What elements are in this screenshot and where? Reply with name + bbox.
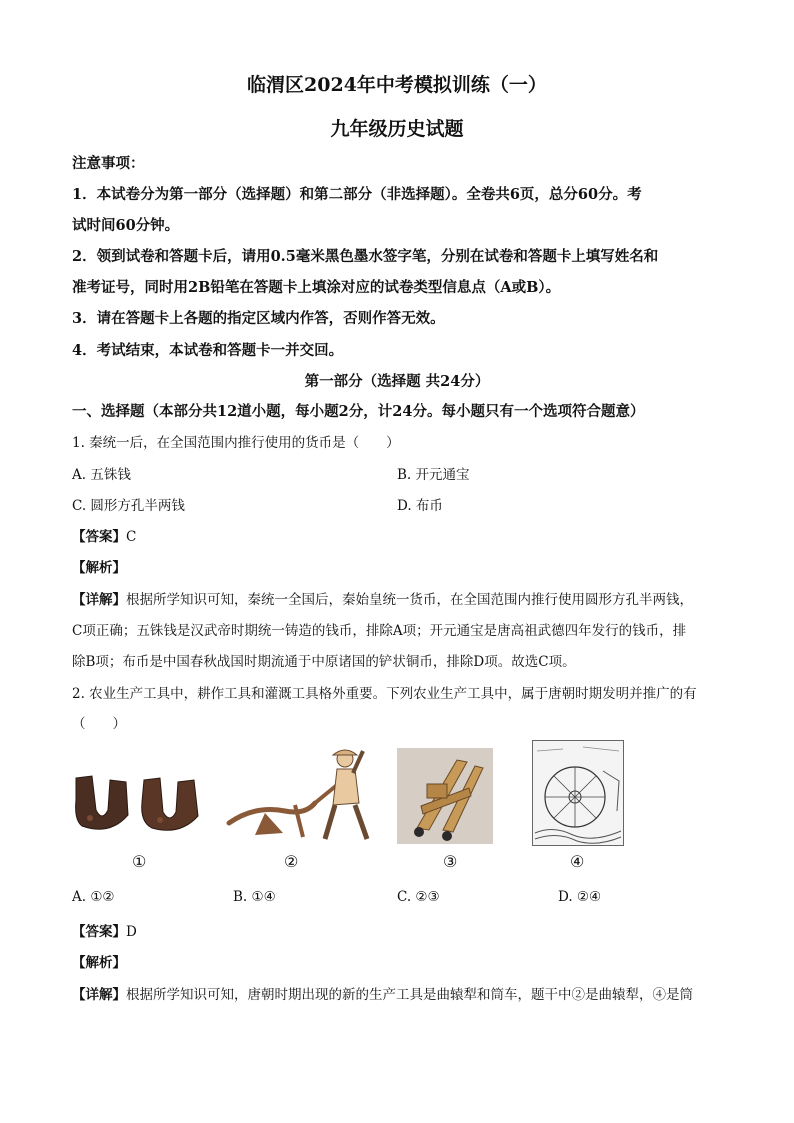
- detail-line: 除B项；布币是中国春秋战国时期流通于中原诸国的铲状铜币，排除D项。故选C项。: [72, 654, 576, 670]
- figure-label-4: ④: [570, 852, 585, 871]
- wooden-tool-model-image: [397, 748, 493, 844]
- section-heading: 一、选择题（本部分共12道小题，每小题2分，计24分。每小题只有一个选项符合题意）: [72, 403, 645, 420]
- answer-tag: 【答案】: [72, 529, 126, 545]
- detail-line: C项正确；五铢钱是汉武帝时期统一铸造的钱币，排除A项；开元通宝是唐高祖武德四年发行的钱币，排: [72, 623, 687, 639]
- option-c: C. ②③: [397, 889, 440, 905]
- detail-tag: 【详解】: [72, 987, 126, 1003]
- notes-line: 4．考试结束，本试卷和答题卡一并交回。: [72, 342, 344, 359]
- page-subtitle: 九年级历史试题: [330, 118, 464, 140]
- answer-tag: 【答案】: [72, 924, 126, 940]
- notes-line: 准考证号，同时用2B铅笔在答题卡上填涂对应的试卷类型信息点（A或B）。: [72, 279, 561, 296]
- notes-line: 1．本试卷分为第一部分（选择题）和第二部分（非选择题）。全卷共6页，总分60分。考: [72, 186, 642, 203]
- detail-text: 根据所学知识可知，唐朝时期出现的新的生产工具是曲辕犁和筒车，题干中②是曲辕犁，④是筒: [126, 987, 693, 1003]
- notes-heading: 注意事项：: [72, 155, 145, 172]
- question-stem: （ ）: [72, 716, 126, 732]
- part-heading: 第一部分（选择题 共24分）: [304, 373, 490, 390]
- option-a: A. 五铢钱: [72, 467, 131, 483]
- option-b: B. ①④: [233, 889, 276, 905]
- figure-label-2: ②: [284, 852, 299, 871]
- question-stem: 2. 农业生产工具中，耕作工具和灌溉工具格外重要。下列农业生产工具中，属于唐朝时期发明并推广的有: [72, 686, 697, 702]
- figure-label-3: ③: [443, 852, 458, 871]
- detail-line: [72, 588, 693, 608]
- analysis-tag: 【解析】: [72, 955, 126, 971]
- option-a: A. ①②: [72, 889, 115, 905]
- detail-tag: 【详解】: [72, 592, 126, 608]
- option-d: D. ②④: [558, 889, 602, 905]
- figure-label-1: ①: [132, 852, 147, 871]
- water-wheel-sketch-image: [532, 740, 624, 846]
- answer-value: C: [126, 529, 137, 545]
- answer-value: D: [126, 924, 137, 940]
- answer-line: [72, 920, 137, 940]
- page-title: 临渭区2024年中考模拟训练（一）: [247, 74, 547, 96]
- option-b: B. 开元通宝: [397, 467, 470, 483]
- analysis-tag: 【解析】: [72, 560, 126, 576]
- detail-line: [72, 983, 693, 1003]
- detail-text: 根据所学知识可知，秦统一全国后，秦始皇统一货币，在全国范围内推行使用圆形方孔半两钱，: [126, 592, 693, 608]
- notes-line: 试时间60分钟。: [72, 217, 180, 234]
- answer-line: [72, 525, 136, 545]
- curved-shaft-plow-image: [225, 745, 380, 845]
- question-stem: 1. 秦统一后，在全国范围内推行使用的货币是（ ）: [72, 435, 400, 451]
- iron-plowshare-image: [70, 770, 210, 840]
- notes-line: 3．请在答题卡上各题的指定区域内作答，否则作答无效。: [72, 310, 445, 327]
- option-d: D. 布币: [397, 498, 443, 514]
- option-c: C. 圆形方孔半两钱: [72, 498, 185, 514]
- notes-line: 2．领到试卷和答题卡后，请用0.5毫米黑色墨水签字笔，分别在试卷和答题卡上填写姓名和: [72, 248, 659, 265]
